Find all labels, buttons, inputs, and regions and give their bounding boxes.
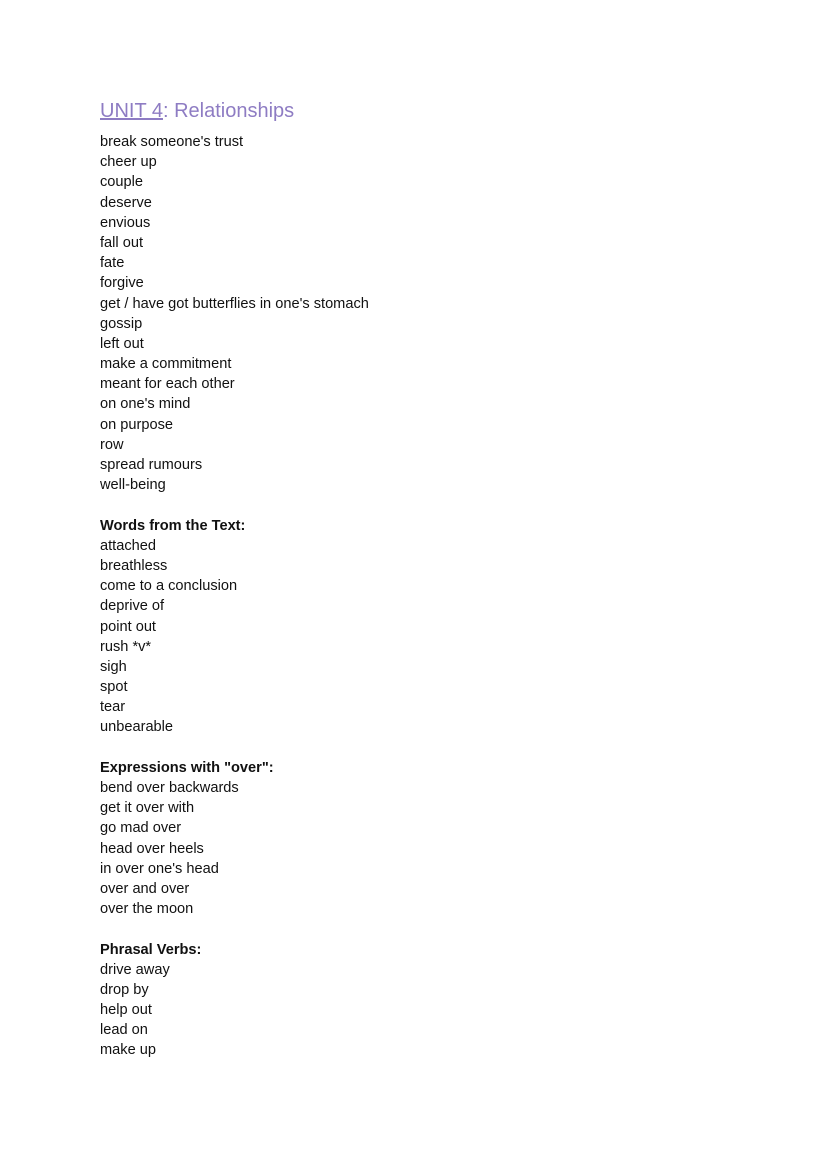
unit-link[interactable]: UNIT 4 (100, 100, 163, 122)
section-heading: Expressions with "over": (100, 759, 274, 776)
section-heading: Words from the Text: (100, 517, 246, 534)
vocab-item: spread rumours (100, 457, 203, 473)
section-heading: Phrasal Verbs: (100, 941, 202, 958)
vocab-item: attached (100, 537, 156, 554)
title-text: : Relationships (162, 100, 295, 122)
vocab-item: envious (100, 214, 151, 231)
vocab-item: gossip (100, 315, 143, 332)
vocab-item: drop by (100, 981, 149, 998)
vocab-item: go mad over (100, 820, 182, 837)
vocab-section (100, 495, 369, 737)
vocab-item: break someone's trust (100, 134, 244, 150)
vocab-item: breathless (100, 557, 168, 574)
spacer (100, 738, 369, 758)
vocab-item: fall out (100, 234, 143, 251)
vocab-item: help out (100, 1002, 152, 1019)
spacer (100, 919, 369, 939)
vocab-item: sigh (100, 658, 127, 675)
vocab-item: unbearable (100, 719, 174, 736)
vocab-item: rush *v* (100, 638, 152, 655)
page-title (100, 98, 369, 132)
spacer (100, 495, 369, 515)
vocab-item: over the moon (100, 901, 194, 918)
vocab-section (100, 919, 369, 1060)
vocab-item: row (100, 436, 124, 453)
vocab-item: lead on (100, 1022, 148, 1039)
vocab-item: drive away (100, 961, 170, 978)
vocab-item: forgive (100, 275, 144, 292)
vocab-item: cheer up (100, 154, 157, 171)
document-page (100, 98, 369, 1061)
vocab-item: on one's mind (100, 396, 191, 413)
vocab-item: meant for each other (100, 376, 235, 393)
vocab-item: tear (100, 699, 126, 716)
vocab-item: point out (100, 618, 156, 635)
vocab-item: well-being (100, 477, 166, 494)
vocab-item: make up (100, 1042, 156, 1059)
vocab-item: deserve (100, 194, 152, 211)
vocab-item: get / have got butterflies in one's stomach (100, 295, 369, 312)
vocab-item: make a commitment (100, 356, 232, 373)
vocab-item: head over heels (100, 840, 204, 857)
vocab-item: deprive of (100, 598, 165, 615)
vocab-item: bend over backwards (100, 780, 239, 796)
vocab-section (100, 132, 369, 495)
vocab-item: over and over (100, 880, 190, 897)
vocab-section (100, 738, 369, 920)
vocab-item: spot (100, 679, 128, 696)
vocab-item: in over one's head (100, 860, 219, 877)
vocab-item: on purpose (100, 416, 174, 433)
vocab-item: get it over with (100, 800, 195, 817)
vocab-item: fate (100, 255, 125, 272)
vocab-item: come to a conclusion (100, 578, 238, 595)
vocabulary-sections (100, 132, 369, 1061)
vocab-item: left out (100, 335, 144, 352)
vocab-item: couple (100, 174, 144, 191)
